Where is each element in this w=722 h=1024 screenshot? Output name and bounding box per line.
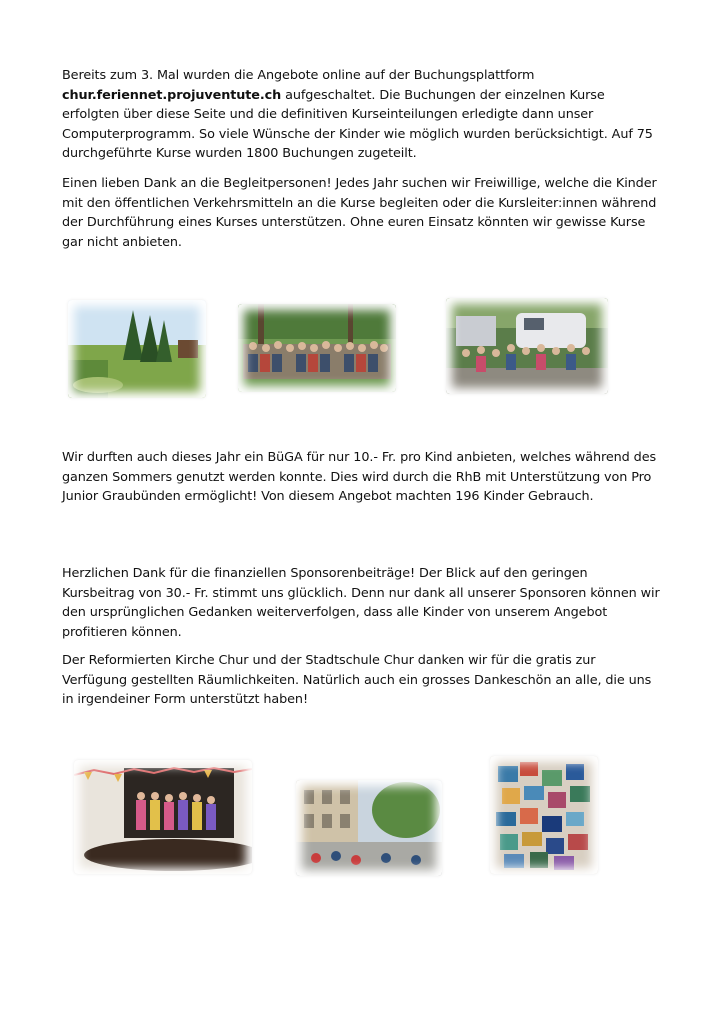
photo-group-in-forest (238, 304, 396, 392)
photo-stamp-collection (490, 756, 598, 874)
photo-meadow-forest (68, 300, 206, 398)
photo-group-with-van (446, 298, 608, 394)
paragraph-booking-platform (62, 66, 662, 164)
paragraph-text: Bereits zum 3. Mal wurden die Angebote online auf der Buchungsplattform (62, 68, 535, 83)
booking-platform-link[interactable]: chur.feriennet.projuventute.ch (62, 87, 282, 103)
paragraph-venues-thanks: Der Reformierten Kirche Chur und der Stadtschule Chur danken wir für die gratis zur Verfügung gestellten Räumlichkeiten. Natürlich auch ein grosses Dankeschön an alle, die uns in irgendeiner Form unterstützt haben! (62, 653, 652, 707)
paragraph-sponsors: Herzlichen Dank für die finanziellen Sponsorenbeiträge! Der Blick auf den geringen Kursbeitrag von 30.- Fr. stimmt uns glücklich. Denn nur dank all unserer Sponsoren können wir den ursprünglichen Gedanken weiterverfolgen, dass alle Kinder von unserem Angebot profitieren können. (62, 566, 660, 640)
photo-schoolyard-bikes (296, 780, 442, 876)
paragraph-volunteers: Einen lieben Dank an die Begleitpersonen! Jedes Jahr suchen wir Freiwillige, welche die Kinder mit den öffentlichen Verkehrsmitteln an die Kurse begleiten oder die Kursleiter:innen während der Durchführung eines Kurses unterstützen. Ohne euren Einsatz könnten wir gewisse Kurse gar nicht anbieten. (62, 176, 657, 250)
paragraph-buega-ticket: Wir durften auch dieses Jahr ein BüGA für nur 10.- Fr. pro Kind anbieten, welches während des ganzen Sommers genutzt werden konnte. Dies wird durch die RhB mit Unterstützung von Pro Junior Graubünden ermöglicht! Von diesem Angebot machten 196 Kinder Gebrauch. (62, 450, 657, 504)
photo-stage-performance (74, 760, 252, 874)
paragraph-text: aufgeschaltet. Die Buchungen der einzelnen Kurse erfolgten über diese Seite und die definitiven Kurseinteilungen erledigte dann unser Computerprogramm. So viele Wünsche der Kinder wie möglich wurden berücksichtigt. Auf 75 durchgeführte Kurse wurden 1800 Buchungen zugeteilt. (62, 87, 653, 161)
